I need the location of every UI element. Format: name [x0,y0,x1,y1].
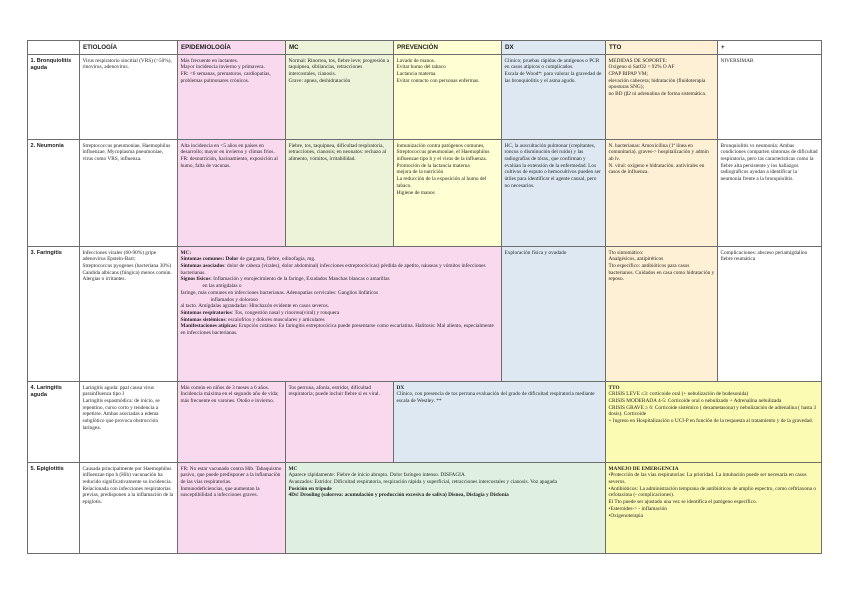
header-cell-corner [28,41,80,55]
cell-text: Streptococcus pneumoniae, Haemophilus influenzae, Mycoplasma pneumoniae, virus como VRS, influenza. [82,142,171,162]
cell-text: Tos perruna, afonía, estridor, dificultad respiratoria; puede incluir fiebre si es viral. [288,384,380,398]
cell-text: : escalofríos y dolores musculares y articulares [225,316,325,323]
cell-bold: Síntomas respiratorios [180,309,232,316]
cell-heading: TTO [608,384,620,391]
cell-text: Laringitis aguda: ppal causa virus parainfluenza tipo I [82,384,154,398]
cell-line [181,256,499,263]
header-cell-plus: + [718,41,822,55]
cell-heading: MANEJO DE EMERGENCIA [608,465,679,472]
cell-text: Oxígeno si SatO2 < 92% O AF [608,64,675,71]
cell-text: Higiene de manos [396,189,435,196]
cell-text: Grave: apnea, deshidratación [288,77,351,84]
cell-bold: Síntomas asociados [180,262,225,269]
cell-text: Fiebre, tos, taquipnea, dificultad respiratoria, retracciones, cianosis; en neonatos: rechazo al alimento, vómitos, irritabilidad. [288,142,387,162]
cell-text: Complicaciones: absceso periamigdalino fiebre reumática [720,249,808,263]
cell-text: Lactancia materna [396,70,436,77]
cell-text: Candida albicans (fúngica) menos común. [82,269,172,276]
header-row [28,41,822,55]
cell-text: •Protección de las vías respiratorias: La prioridad. La intubación puede ser necesaria en casos severos. [608,472,807,485]
cell-text: Streptococcus pyogenes (bacteriana 30%) [82,262,172,269]
cell-text: Escala de Wood*: para valorar la gravedad de las bronquiolitis y el asma agudo. [504,70,602,84]
cell-text: mejora de la nutrición [396,169,444,176]
cell-dx [502,140,606,247]
cell-tto-merged [606,382,822,463]
cell-text: CRISIS GRAVE ≥ 6: Corticoide sistémico ( dexametasona) y nebulización de adrenalina ( hasta 3 dosis). Corticoide [608,404,817,418]
cell-line [181,310,499,317]
cell-text: Avanzados: Estridor. Dificultad respiratoria, respiración rápida y superficial, retracciones intercostales y cianosis. Voz apagada [288,478,557,485]
cell-bold: Síntomas sistémicos [180,316,226,323]
cell-etiologia [80,140,178,247]
cell-text: Tto específico: antibióticos para casos bacterianos. Cuidados en casa como hidratación y reposo. [608,262,715,283]
row-label-epiglotitis: 5. Epiglotitis [28,463,80,554]
cell-tto [606,55,718,140]
cell-bold: Manifestaciones atípicas: [180,323,238,330]
cell-text: Tto sintomático: [608,249,644,256]
cell-tto [606,247,718,382]
cell-text: Alergias o irritantes. [82,276,126,283]
cell-etiologia [80,247,178,382]
cell-text: Exploración física y ovadado [504,249,567,256]
cell-text: al tacto. Amígdalas agrandadas: Hinchazón evidente en casos severos. [180,303,330,310]
cell-line [181,276,499,283]
cell-plus [718,140,822,247]
cell-text: inflamados y doloroso [210,296,258,303]
cell-text: Relacionada con infecciones respiratorias previas, predisponen a la inflamación de la epiglotis. [82,485,174,506]
cell-text: Lavado de manos. [396,57,436,64]
cell-text: Inmunización contra patógenos comunes, Streptococcus pneumoniae, el Haemophilus influenzae tipo b y el virus de la influenza. [396,142,490,162]
cell-text: elevación cabecera; hidratación (fluidoterapia oposturas SNG); [608,77,706,91]
cell-text: Causada principalmente por Haemophilus influenzae tipo b (Hib) vacunación ha reducido significativamente su incidencia. [82,465,172,485]
cell-text: faringe, más comunes en infecciones bacterianas. Adenopatías cervicales: Ganglios linfáticos [180,289,379,296]
cell-text: NIVERSIMAB [720,57,754,64]
cell-text: Erupción cutánea: En faringitis estreptocócica puede presentarse como escarlatina. Halitosis: Mal aliento, especialmente en infecciones bacterianas. [180,323,494,337]
row-label-neumonia: 2. Neumonía [28,140,80,247]
table-row-faringitis [28,247,822,382]
cell-heading: MC [288,465,298,472]
row-label-bronquiolitis: 1. Bronquiolitis aguda [28,55,80,140]
cell-text: Normal: Rinorrea, tos, fiebre leve; progresión a taquipnea, sibilancias, retracciones intercostales, cianosis. [288,57,390,77]
cell-text: FR: <6 semanas, prematuros, cardiopatías, problemas pulmonares crónicos. [180,70,271,84]
cell-epidemiologia [178,463,286,554]
cell-etiologia [80,55,178,140]
cell-text: Virus respiratorio sincitial (VRS) (>50%), rinovirus, adenovirus. [82,57,172,71]
cell-text: HC, la auscultación pulmonar (crepitantes, roncus o disminución del ruido) y las radiografías de tórax, que confirman y evalúan la extensión de la enfermedad. Los cultivos de esputo o hemocultivos pueden ser útiles para identificar el agente causal, pero no necesarios. [504,142,601,189]
cell-text: La reducción de la exposición al humo del tabaco. [396,176,487,189]
cell-prevencion [394,140,502,247]
cell-text: CRISIS LEVE ≤3: corticoide oral (+ nebulización de budesonida) [608,391,749,398]
cell-text: Más común en niños de 3 meses a 6 años. Incidencia máxima en el segundo año de vida; más frecuente en varones. Otoño e invierno. [180,384,279,404]
cell-text: Clínico; pruebas rápidas de antígenos o PCR en casos atípicos o complicados. [504,57,600,71]
cell-text: CPAP BIPAP VM; [608,70,648,77]
cell-text: Clínico, con presencia de tos perruna evaluación del grado de dificultad respiratoria mediante escala de Westley. ** [396,391,595,404]
cell-text: de garganta, fiebre, odinofagia, mg. [238,256,316,263]
cell-text: : Inflamación y enrojecimiento de la faringe, Exudados Manchas blancas o amarillas [210,276,390,283]
header-cell-epidemiologia: EPIDEMIOLOGÍA [178,41,286,55]
cell-plus [718,247,822,382]
cell-text: FR: No estar vacunado contra Hib. Tabaquismo pasivo, que puede predisponer a la inflamación de las vías respiratorias. [180,465,282,485]
cell-plus [718,55,822,140]
cell-text: Evitar contacto con personas enfermas. [396,77,480,84]
cell-bold: Posición en trípode [288,485,332,492]
cell-prevencion [394,55,502,140]
cell-text: MEDIDAS DE SOPORTE: [608,57,668,64]
table-row-neumonia [28,140,822,247]
cell-text: en las amígdalas o [202,283,242,290]
cell-text: Mayor incidencia invierno y primavera. [180,64,265,71]
row-label-faringitis: 3. Faringitis [28,247,80,382]
cell-text: Aparece rápidamente: Fiebre de inicio abrupto. Dolor faríngeo intenso. DISFAGIA [288,472,465,479]
cell-text: N. bacterianas: Amoxicilina (1ª línea en comunitaria). graves-> hospitalización y admin ab iv. [608,142,709,162]
cell-mc [286,140,394,247]
header-cell-etiologia: ETIOLOGÍA [80,41,178,55]
summary-table [27,40,822,554]
cell-epidemiologia [178,55,286,140]
header-cell-tto: TTO [606,41,718,55]
cell-text: no BD (β2 ni adrenalina de forma sistemática. [608,91,707,98]
cell-text: N. viral: oxígeno e hidratación. antivirales en casos de influenza. [608,162,705,176]
header-cell-prevencion: PREVENCIÓN [394,41,502,55]
cell-text: Infecciones virales (60-90%) gripe adenovirus Epstein-Barr; [82,249,157,263]
cell-text: : Tos, congestión nasal y rinorrea(viral) y ronquera [231,309,340,316]
cell-text: •Antibióticos: La administración temprana de antibióticos de amplio espectro, como ceftriaxona o cefotaxima (- complicaciones). [608,485,816,499]
cell-dx-merged [394,382,606,463]
cell-mc-merged [178,247,502,382]
cell-mc [286,382,394,463]
header-cell-dx: DX [502,41,606,55]
cell-epidemiologia [178,382,286,463]
cell-text: CRISIS MODERADA 4-5: Corticoide oral o nebulizado + Adrenalina nebulizada [608,397,782,404]
cell-text: Bronquiolitis vs neumonía: Ambas condiciones comparten síntomas de dificultad respiratoria, pero las características como la fiebre alta persistente y los hallazgos radiográficos ayudan a identificar la neumonía frente a la bronquiolitis. [720,142,818,183]
cell-line [181,263,499,276]
cell-dx [502,247,606,382]
cell-mc-merged [286,463,606,554]
cell-text: + Ingreso en Hospitalización o UCI-P en función de la respuesta al tratamiento y de la gravedad. [608,418,813,425]
table-row-laringitis [28,382,822,463]
cell-heading: MC: [180,249,192,256]
cell-text: •Oxigenoterapia [608,512,644,519]
cell-text: Inmunodeficiencias, que aumentan la susceptibilidad a infecciones graves. [180,485,260,499]
row-label-laringitis: 4. Laringitis aguda [28,382,80,463]
cell-heading: DX [396,384,405,391]
cell-text: Laringitis espasmódica: de inicio, se repentino, curso corto y tendencia a repetirse. Ambas asociadas a edema subglótico que provoca obstrucción laríngea. [82,397,160,431]
cell-etiologia [80,382,178,463]
header-cell-mc: MC [286,41,394,55]
cell-text: Analgésicos, antipiréticos [608,256,664,263]
cell-tto [606,140,718,247]
cell-text: El Tto puede ser ajustado una vez se identifica el patógeno específico. [608,499,757,506]
cell-text: •Esteroides-> - inflamación [608,505,667,512]
cell-text: : dolor de cabeza (virales), dolor abdominal( infecciones estreptocócicas) pérdida de apetito, náuseas y vómitos infecciones bacterianas. [180,262,486,276]
cell-text: Más frecuente en lactantes. [180,57,239,64]
cell-tto-merged [606,463,822,554]
cell-bold: 4Ds! Drooling (salorrea: acumulación y producción excesiva de saliva) Disnea, Disfagia y Disfonía [288,492,509,499]
cell-text: Alta incidencia en <5 años en países en desarrollo; mayor en invierno y climas fríos. FR: desnutrición, hacinamiento, exposición al humo, falta de vacunas. [180,142,278,169]
table-row-epiglotitis [28,463,822,554]
cell-epidemiologia [178,140,286,247]
cell-line [181,323,499,336]
cell-bold: Síntomas comunes: Dolor [180,256,239,263]
cell-dx [502,55,606,140]
cell-text: Evitar humo del tabaco [396,64,446,71]
cell-text: Promoción de la lactancia materna [396,162,470,169]
cell-mc [286,55,394,140]
cell-etiologia [80,463,178,554]
cell-bold: Signos físicos [180,276,211,283]
table-row-bronquiolitis [28,55,822,140]
